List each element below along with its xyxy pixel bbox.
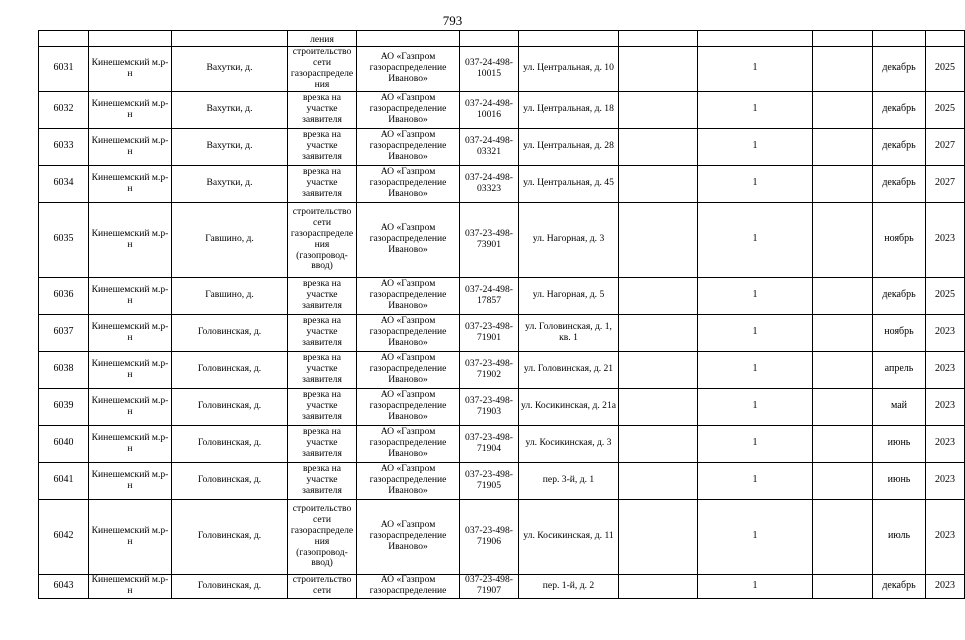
cell-empty [813,128,873,165]
cell-address: ул. Головинская, д. 21 [519,351,619,388]
cell-empty [619,388,698,425]
cell-empty [813,351,873,388]
cell-month: апрель [873,351,926,388]
cell-year: 2025 [926,47,965,92]
cell-locality: Головинская, д. [172,499,288,574]
cell-work-type: врезка на участке заявителя [288,351,357,388]
cell-year: 2023 [926,425,965,462]
cell-address: пер. 3-й, д. 1 [519,462,619,499]
cell-empty [813,499,873,574]
page-number: 793 [442,13,463,28]
cell-empty [873,31,926,47]
cell-empty [172,31,288,47]
cell-quantity: 1 [698,351,813,388]
cell-work-type: врезка на участке заявителя [288,128,357,165]
cell-month: июнь [873,425,926,462]
cell-request-code: 037-23-498-71902 [460,351,519,388]
cell-request-code: 037-23-498-71901 [460,314,519,351]
cell-district: Кинешемский м.р-н [89,351,172,388]
cell-district: Кинешемский м.р-н [89,425,172,462]
cell-empty [357,31,460,47]
cell-district: Кинешемский м.р-н [89,499,172,574]
cell-quantity: 1 [698,499,813,574]
cell-locality: Головинская, д. [172,462,288,499]
cell-address: ул. Косикинская, д. 11 [519,499,619,574]
table-row [39,351,965,388]
table-row [39,47,965,92]
cell-quantity: 1 [698,277,813,314]
table-row [39,574,965,598]
cell-district: Кинешемский м.р-н [89,277,172,314]
cell-empty [619,128,698,165]
cell-year: 2025 [926,277,965,314]
cell-number: 6040 [39,425,89,462]
table-row [39,462,965,499]
cell-organization: АО «Газпром газораспределение Иваново» [357,425,460,462]
cell-month: декабрь [873,574,926,598]
cell-quantity: 1 [698,425,813,462]
cell-quantity: 1 [698,462,813,499]
cell-district: Кинешемский м.р-н [89,91,172,128]
cell-month: ноябрь [873,202,926,277]
cell-work-type: врезка на участке заявителя [288,165,357,202]
cell-empty [89,31,172,47]
table-row [39,91,965,128]
cell-number: 6035 [39,202,89,277]
cell-organization: АО «Газпром газораспределение Иваново» [357,202,460,277]
cell-address: пер. 1-й, д. 2 [519,574,619,598]
cell-district: Кинешемский м.р-н [89,202,172,277]
gasification-table [38,30,965,599]
cell-empty [619,425,698,462]
cell-organization: АО «Газпром газораспределение Иваново» [357,128,460,165]
cell-address: ул. Головинская, д. 1, кв. 1 [519,314,619,351]
cell-district: Кинешемский м.р-н [89,388,172,425]
cell-empty [619,31,698,47]
cell-number: 6036 [39,277,89,314]
cell-work-type: строительство сети газораспределения [288,47,357,92]
cell-empty [813,165,873,202]
cell-empty [813,202,873,277]
cell-address: ул. Центральная, д. 10 [519,47,619,92]
cell-work-type: врезка на участке заявителя [288,91,357,128]
cell-quantity: 1 [698,47,813,92]
cell-organization: АО «Газпром газораспределение Иваново» [357,462,460,499]
cell-district: Кинешемский м.р-н [89,128,172,165]
cell-locality: Гавшино, д. [172,202,288,277]
table-row [39,314,965,351]
table-row [39,165,965,202]
cell-empty [813,47,873,92]
cell-organization: АО «Газпром газораспределение Иваново» [357,499,460,574]
cell-quantity: 1 [698,165,813,202]
cell-empty [813,314,873,351]
cell-number: 6033 [39,128,89,165]
cell-empty [813,91,873,128]
cell-year: 2023 [926,388,965,425]
cell-organization: АО «Газпром газораспределение Иваново» [357,314,460,351]
cell-empty [619,351,698,388]
cell-month: декабрь [873,128,926,165]
cell-year: 2023 [926,499,965,574]
cell-request-code: 037-23-498-71907 [460,574,519,598]
cell-work-type: строительство сети газораспределения (газопровод-ввод) [288,499,357,574]
cell-address: ул. Косикинская, д. 3 [519,425,619,462]
cell-locality: Вахутки, д. [172,91,288,128]
cell-quantity: 1 [698,574,813,598]
cell-request-code: 037-23-498-71905 [460,462,519,499]
cell-year: 2023 [926,462,965,499]
cell-empty [619,47,698,92]
cell-work-continuation: ления [288,31,357,47]
cell-locality: Вахутки, д. [172,47,288,92]
table-row [39,388,965,425]
cell-year: 2025 [926,91,965,128]
cell-quantity: 1 [698,202,813,277]
cell-number: 6037 [39,314,89,351]
cell-month: ноябрь [873,314,926,351]
cell-organization: АО «Газпром газораспределение [357,574,460,598]
cell-address: ул. Центральная, д. 18 [519,91,619,128]
cell-request-code: 037-24-498-03321 [460,128,519,165]
cell-district: Кинешемский м.р-н [89,314,172,351]
cell-empty [813,462,873,499]
cell-number: 6038 [39,351,89,388]
cell-request-code: 037-24-498-03323 [460,165,519,202]
cell-empty [698,31,813,47]
cell-request-code: 037-23-498-71906 [460,499,519,574]
cell-empty [813,388,873,425]
cell-year: 2023 [926,574,965,598]
cell-month: июль [873,499,926,574]
cell-month: декабрь [873,91,926,128]
cell-organization: АО «Газпром газораспределение Иваново» [357,351,460,388]
cell-year: 2027 [926,128,965,165]
cell-number: 6041 [39,462,89,499]
cell-organization: АО «Газпром газораспределение Иваново» [357,277,460,314]
cell-year: 2023 [926,351,965,388]
cell-number: 6043 [39,574,89,598]
cell-month: май [873,388,926,425]
cell-locality: Головинская, д. [172,425,288,462]
cell-request-code: 037-24-498-10016 [460,91,519,128]
cell-empty [519,31,619,47]
cell-address: ул. Центральная, д. 28 [519,128,619,165]
cell-empty [619,462,698,499]
cell-district: Кинешемский м.р-н [89,165,172,202]
cell-district: Кинешемский м.р-н [89,47,172,92]
cell-empty [926,31,965,47]
cell-work-type: строительство сети газораспределения (газопровод-ввод) [288,202,357,277]
cell-month: декабрь [873,165,926,202]
cell-work-type: строительство сети [288,574,357,598]
cell-year: 2023 [926,314,965,351]
cell-quantity: 1 [698,128,813,165]
cell-locality: Головинская, д. [172,388,288,425]
cell-empty [619,202,698,277]
cell-district: Кинешемский м.р-н [89,462,172,499]
cell-organization: АО «Газпром газораспределение Иваново» [357,165,460,202]
cell-quantity: 1 [698,388,813,425]
cell-request-code: 037-23-498-71903 [460,388,519,425]
cell-locality: Вахутки, д. [172,128,288,165]
cell-request-code: 037-24-498-17857 [460,277,519,314]
cell-organization: АО «Газпром газораспределение Иваново» [357,47,460,92]
cell-address: ул. Нагорная, д. 5 [519,277,619,314]
cell-month: декабрь [873,277,926,314]
cell-locality: Головинская, д. [172,351,288,388]
cell-locality: Вахутки, д. [172,165,288,202]
cell-request-code: 037-23-498-71904 [460,425,519,462]
cell-empty [619,499,698,574]
cell-locality: Головинская, д. [172,314,288,351]
cell-number: 6032 [39,91,89,128]
cell-request-code: 037-24-498-10015 [460,47,519,92]
table-row [39,425,965,462]
cell-request-code: 037-23-498-73901 [460,202,519,277]
cell-number: 6039 [39,388,89,425]
cell-number: 6031 [39,47,89,92]
cell-month: июнь [873,462,926,499]
cell-year: 2023 [926,202,965,277]
cell-quantity: 1 [698,314,813,351]
table-row [39,499,965,574]
cell-number: 6042 [39,499,89,574]
table-row [39,128,965,165]
cell-locality: Головинская, д. [172,574,288,598]
cell-empty [813,425,873,462]
cell-empty [619,574,698,598]
table-row [39,277,965,314]
cell-empty [460,31,519,47]
cell-locality: Гавшино, д. [172,277,288,314]
cell-address: ул. Нагорная, д. 3 [519,202,619,277]
cell-empty [813,574,873,598]
cell-empty [619,91,698,128]
cell-number: 6034 [39,165,89,202]
cell-year: 2027 [926,165,965,202]
cell-empty [813,31,873,47]
cell-work-type: врезка на участке заявителя [288,314,357,351]
cell-work-type: врезка на участке заявителя [288,462,357,499]
cell-address: ул. Косикинская, д. 21а [519,388,619,425]
cell-empty [619,314,698,351]
cell-month: декабрь [873,47,926,92]
cell-work-type: врезка на участке заявителя [288,277,357,314]
cell-quantity: 1 [698,91,813,128]
table-row-continuation [39,31,965,47]
cell-work-type: врезка на участке заявителя [288,425,357,462]
cell-empty [619,277,698,314]
cell-work-type: врезка на участке заявителя [288,388,357,425]
cell-organization: АО «Газпром газораспределение Иваново» [357,91,460,128]
cell-address: ул. Центральная, д. 45 [519,165,619,202]
cell-empty [39,31,89,47]
cell-empty [619,165,698,202]
cell-organization: АО «Газпром газораспределение Иваново» [357,388,460,425]
cell-district: Кинешемский м.р-н [89,574,172,598]
table-row [39,202,965,277]
cell-empty [813,277,873,314]
